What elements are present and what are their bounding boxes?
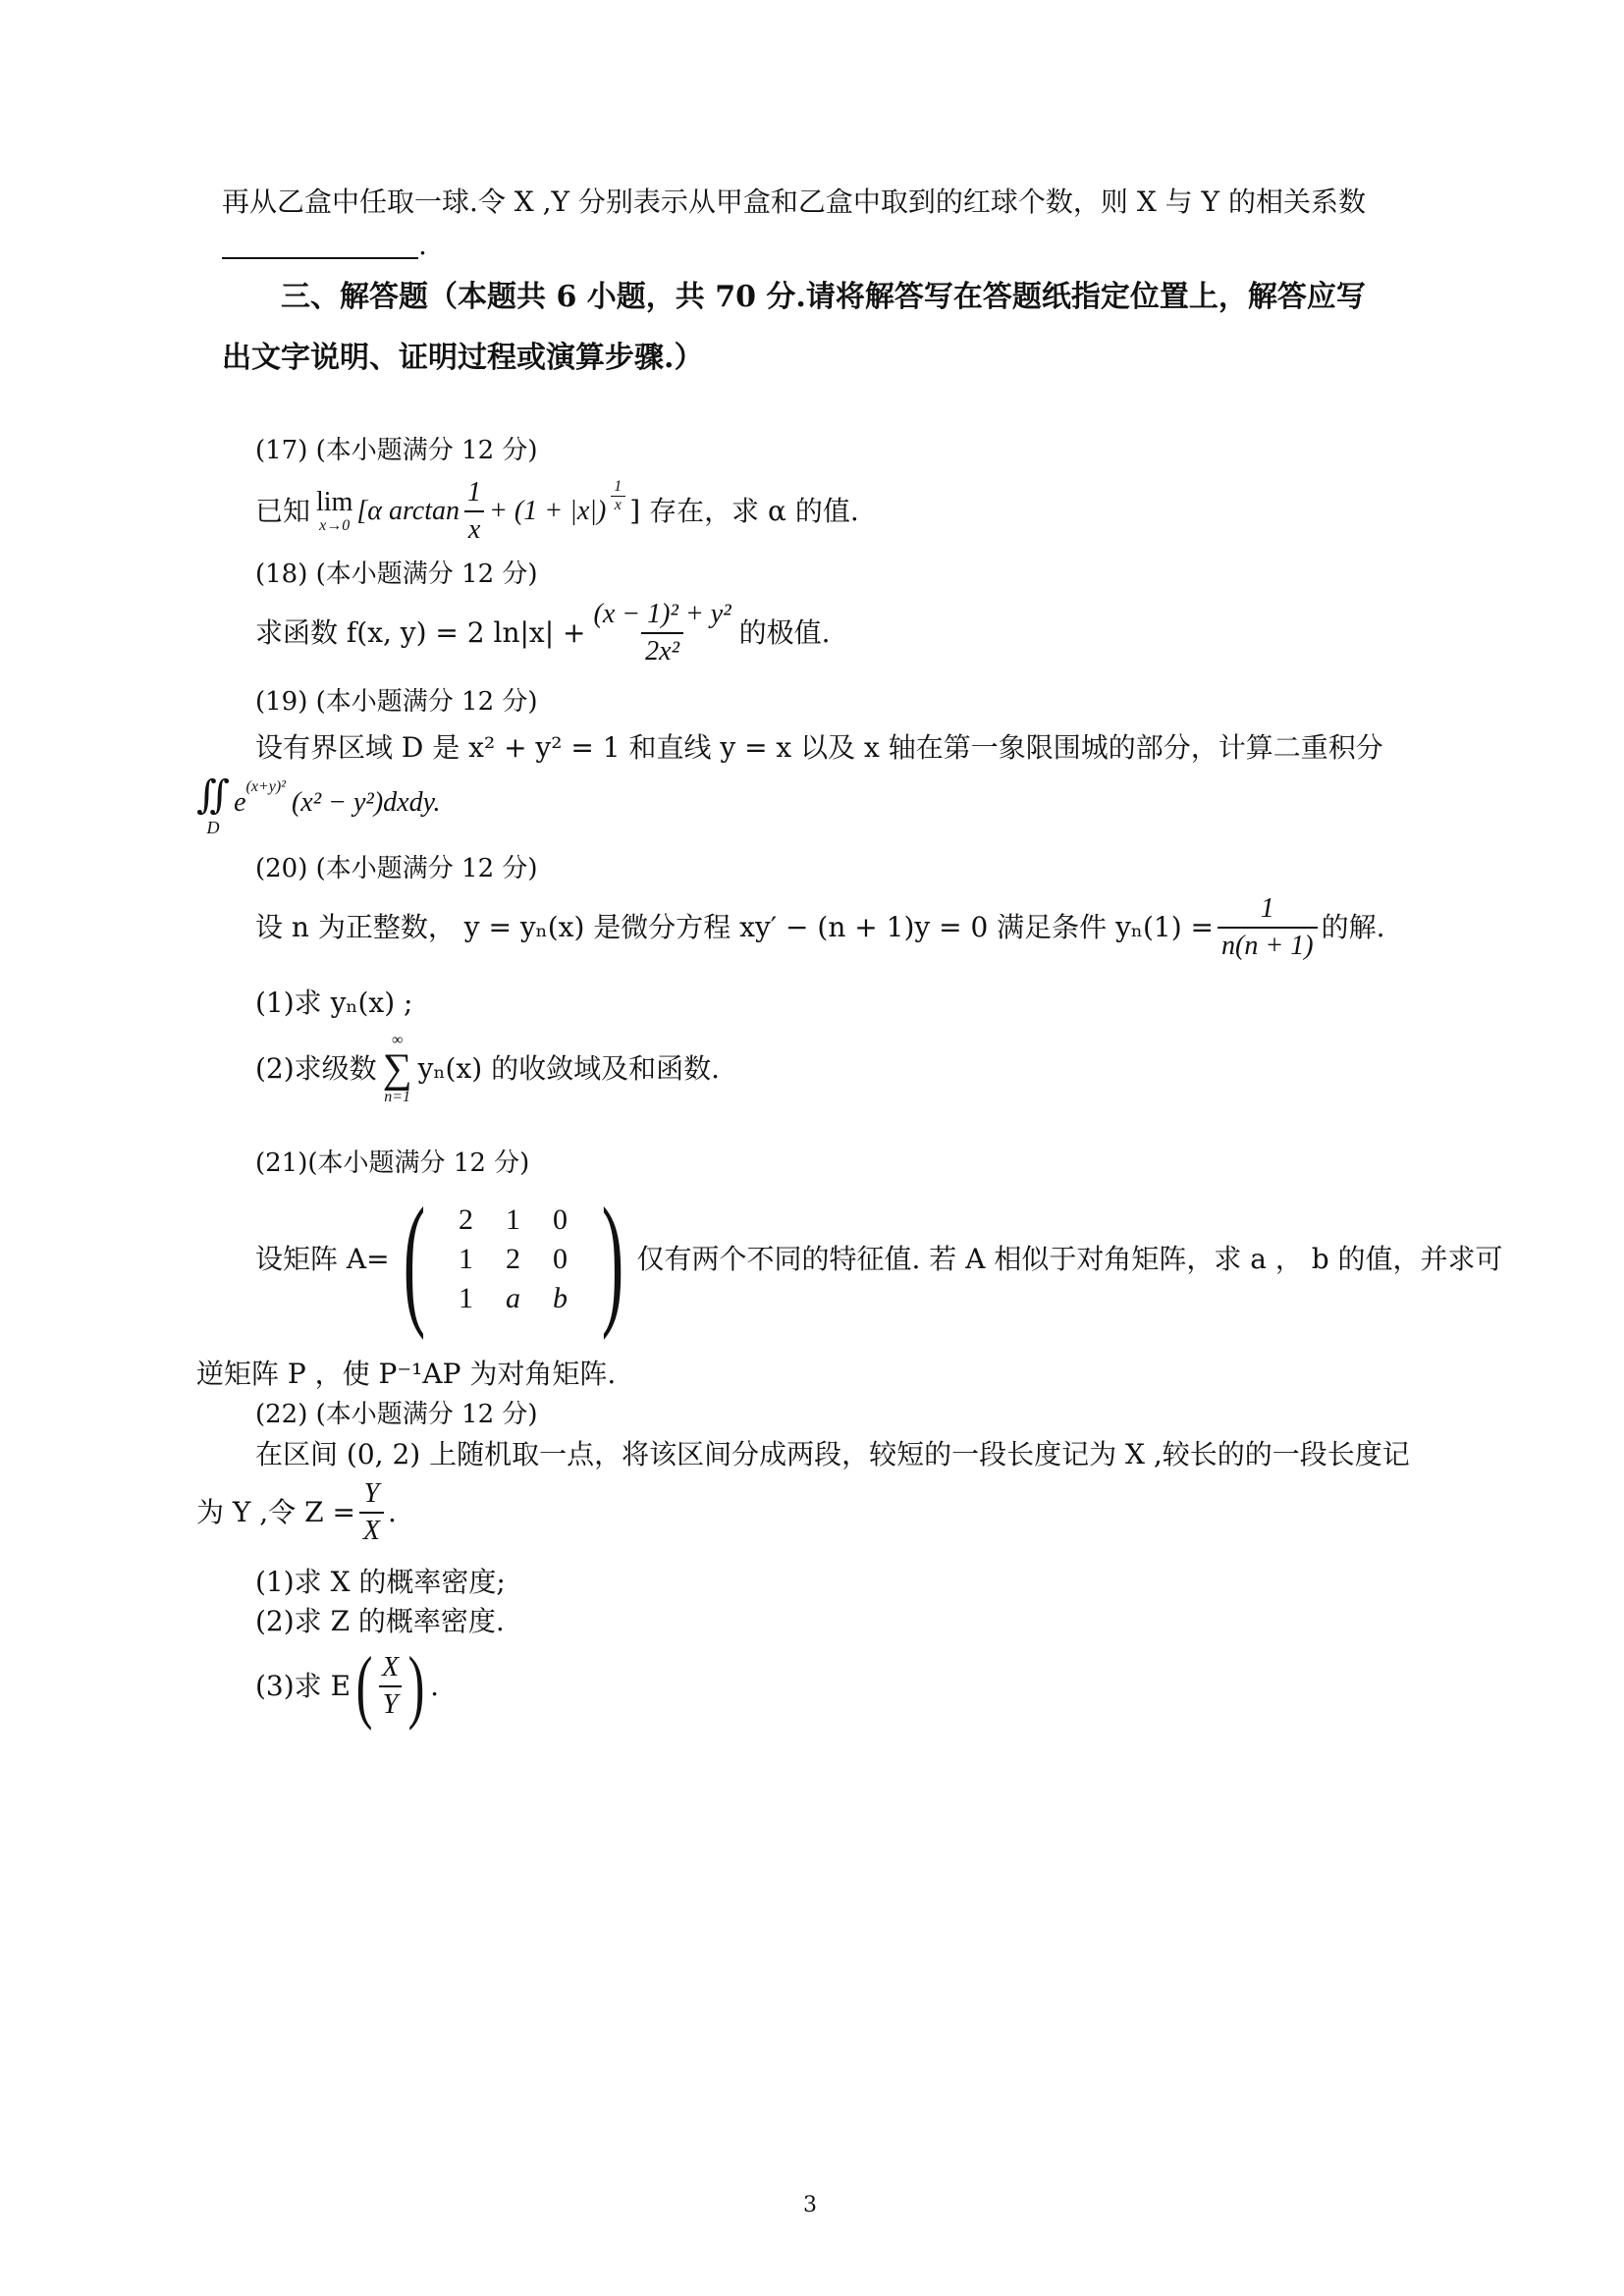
- q17-fraction: [463, 479, 485, 544]
- q22-part3-fraction: [378, 1654, 403, 1719]
- matrix-cell: a: [506, 1282, 521, 1314]
- q20-frac-den: n(n + 1): [1218, 927, 1318, 960]
- q22-part3-den: Y: [379, 1685, 403, 1719]
- section-title-line-1: 三、解答题（本题共 6 小题，共 70 分.请将解答写在答题纸指定位置上，解答应写: [281, 280, 1366, 314]
- q20-sum-top: ∞: [391, 1032, 404, 1048]
- q21-pre: 设矩阵 A=: [255, 1243, 390, 1275]
- q20-summation: [383, 1033, 412, 1105]
- q22-part-3: [255, 1640, 439, 1732]
- matrix-cell: b: [553, 1282, 568, 1314]
- q22-line2-pre: 为 Y ,令 Z =: [196, 1496, 355, 1528]
- q19-integrand: (x² − y²)dxdy.: [291, 787, 441, 818]
- q17-frac-num: 1: [467, 477, 482, 507]
- q17-statement: [255, 479, 859, 544]
- q22-frac-den: X: [359, 1512, 384, 1545]
- q19-exp-power: (x+y)²: [245, 778, 286, 795]
- left-paren-icon: (: [403, 1178, 425, 1341]
- q22-part-2: (2)求 Z 的概率密度.: [255, 1605, 505, 1637]
- q21-matrix: [390, 1178, 637, 1341]
- q17-expr-b: + (1 + |x|): [489, 496, 607, 526]
- q18-fraction: [590, 601, 735, 666]
- q21-header: (21)(本小题满分 12 分): [255, 1148, 530, 1178]
- q18-post: 的极值.: [738, 616, 831, 649]
- q17-header: (17) (本小题满分 12 分): [255, 436, 538, 465]
- matrix-cell: 1: [459, 1243, 474, 1275]
- matrix-grid: [439, 1186, 588, 1333]
- answer-blank: [222, 232, 418, 259]
- carryover-end: .: [418, 229, 427, 261]
- q20-part2-post: yₙ(x) 的收敛域及和函数.: [417, 1052, 720, 1085]
- q19-line-1: 设有界区域 D 是 x² + y² = 1 和直线 y = x 以及 x 轴在第一象限围城的部分，计算二重积分: [255, 731, 1383, 764]
- summation-icon: ∑: [382, 1046, 412, 1092]
- q17-pre: 已知: [255, 495, 311, 527]
- matrix-cell: 1: [506, 1203, 521, 1236]
- q22-part-1: (1)求 X 的概率密度;: [255, 1566, 506, 1598]
- q18-header: (18) (本小题满分 12 分): [255, 560, 538, 589]
- q20-part-2: [255, 1033, 720, 1105]
- q22-part3-pre: (3)求 E: [255, 1670, 352, 1702]
- q17-exp-den: x: [611, 496, 625, 513]
- q19-integral-sub: D: [206, 818, 220, 837]
- q17-post: ] 存在，求 α 的值.: [629, 495, 859, 527]
- matrix-cell: 0: [553, 1203, 568, 1236]
- q18-pre: 求函数 f(x, y) = 2 ln|x| +: [255, 616, 586, 649]
- section-title-line-2: 出文字说明、证明过程或演算步骤.）: [222, 341, 704, 375]
- right-paren-icon: ): [601, 1178, 623, 1341]
- q22-part3-num: X: [382, 1652, 400, 1682]
- q18-statement: [255, 601, 831, 666]
- q17-limit-sub: x→0: [319, 517, 351, 534]
- q17-limit: lim x→0: [316, 487, 353, 534]
- q19-exp-base: e: [234, 787, 246, 818]
- q17-exponent: [610, 479, 625, 513]
- q20-line1-pre: 设 n 为正整数， y = yₙ(x) 是微分方程 xy′ − (n + 1)y = 0 满足条件 yₙ(1) =: [255, 911, 1215, 943]
- matrix-cell: 2: [459, 1203, 474, 1236]
- double-integral-icon: ∬: [196, 773, 231, 817]
- carryover-line-1: 再从乙盒中任取一球.令 X ,Y 分别表示从甲盒和乙盒中取到的红球个数，则 X 与 Y 的相关系数: [222, 186, 1366, 218]
- q22-line-2: [196, 1480, 397, 1545]
- q20-part-1: (1)求 yₙ(x) ;: [255, 987, 413, 1019]
- q20-statement: [255, 895, 1384, 960]
- q22-line2-post: .: [388, 1496, 397, 1528]
- page-number: 3: [803, 2193, 817, 2217]
- q18-frac-den: 2x²: [641, 632, 683, 666]
- right-paren-icon: ): [407, 1640, 425, 1732]
- q17-exp-num: 1: [614, 477, 623, 495]
- q17-expr-a: [α arctan: [356, 496, 460, 526]
- matrix-cell: 1: [459, 1282, 474, 1314]
- matrix-cell: 0: [553, 1243, 568, 1275]
- q22-frac-num: Y: [363, 1478, 380, 1509]
- q22-fraction: [359, 1480, 384, 1545]
- q22-part3-post: .: [430, 1670, 439, 1702]
- carryover-line-2: [222, 229, 427, 261]
- q20-part2-pre: (2)求级数: [255, 1052, 377, 1085]
- q20-header: (20) (本小题满分 12 分): [255, 854, 538, 883]
- q21-line-2: 逆矩阵 P ，使 P⁻¹AP 为对角矩阵.: [196, 1358, 617, 1390]
- q22-line-1: 在区间 (0, 2) 上随机取一点，将该区间分成两段，较短的一段长度记为 X ,较长的的一段长度记: [255, 1438, 1410, 1470]
- q17-frac-den: x: [464, 510, 484, 544]
- q20-frac-num: 1: [1260, 893, 1274, 924]
- q21-statement: [255, 1178, 1503, 1341]
- matrix-cell: 2: [506, 1243, 521, 1275]
- q22-header: (22) (本小题满分 12 分): [255, 1400, 538, 1429]
- q19-integral-sign-group: [196, 775, 230, 836]
- q20-line1-post: 的解.: [1321, 911, 1385, 943]
- q19-integral: [196, 775, 440, 836]
- q19-header: (19) (本小题满分 12 分): [255, 687, 538, 717]
- q20-sum-bottom: n=1: [384, 1089, 411, 1105]
- q21-post: 仅有两个不同的特征值. 若 A 相似于对角矩阵，求 a ， b 的值，并求可: [636, 1243, 1503, 1275]
- q18-frac-num: (x − 1)² + y²: [593, 599, 731, 629]
- q20-fraction: [1218, 895, 1318, 960]
- left-paren-icon: (: [355, 1640, 373, 1732]
